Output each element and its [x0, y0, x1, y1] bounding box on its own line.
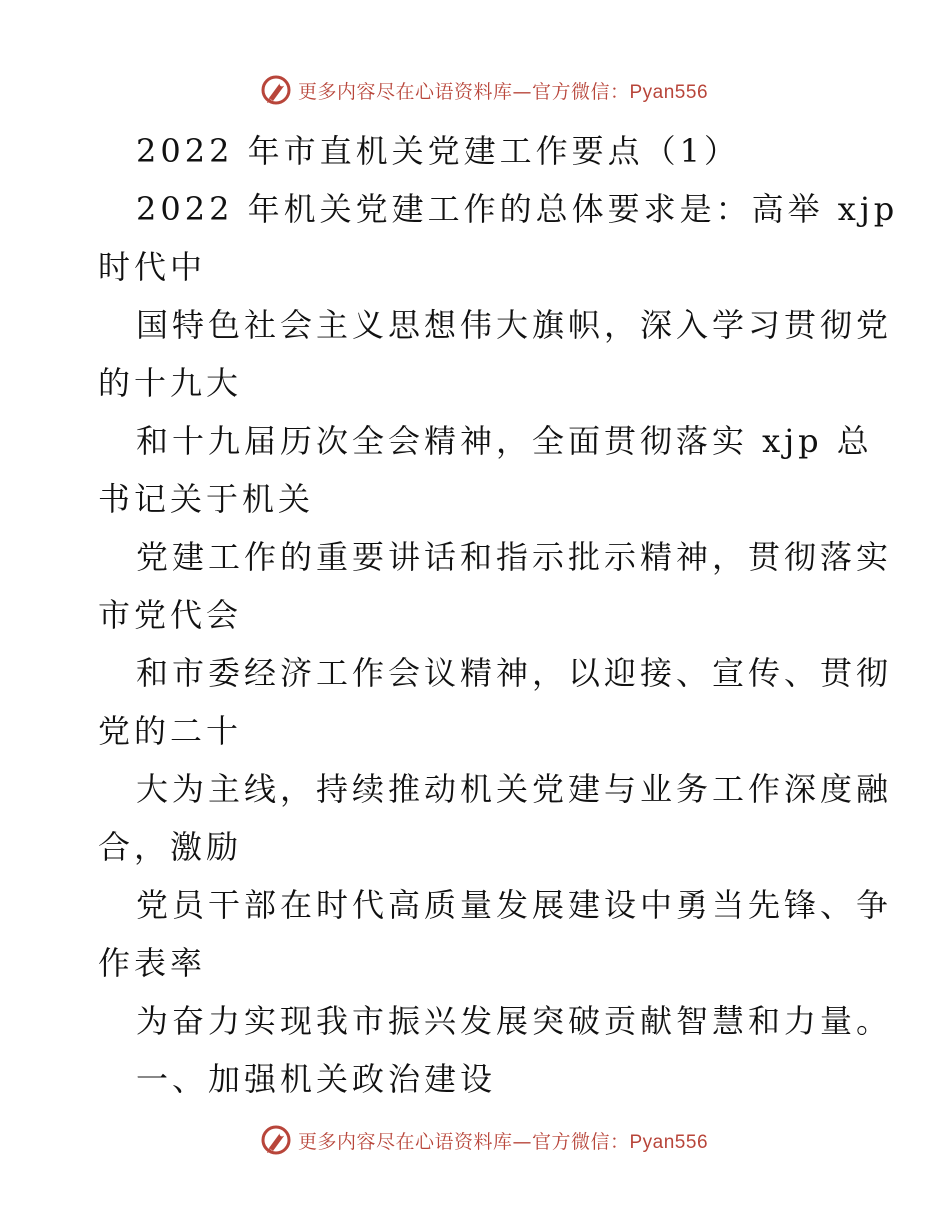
- header-watermark: [0, 72, 950, 108]
- header-watermark-account: Pyan556: [629, 81, 709, 103]
- paragraph-line: 合，激励: [98, 828, 243, 866]
- paragraph-line: 作表率: [98, 944, 207, 982]
- paragraph-line: 市党代会: [98, 596, 243, 634]
- paragraph-line: 时代中: [98, 248, 207, 286]
- paragraph-line: 大为主线，持续推动机关党建与业务工作深度融: [136, 770, 893, 808]
- paragraph-line: 国特色社会主义思想伟大旗帜，深入学习贯彻党: [136, 306, 893, 344]
- paragraph-line: 党的二十: [98, 712, 243, 750]
- document-title: 2022 年市直机关党建工作要点（1）: [136, 132, 740, 170]
- footer-watermark: [0, 1122, 950, 1158]
- document-body: [98, 122, 899, 1108]
- pen-logo-icon: [260, 74, 292, 106]
- header-watermark-text: [298, 77, 708, 104]
- header-watermark-label: 更多内容尽在心语资料库—官方微信：: [297, 80, 630, 103]
- paragraph-line: 和十九届历次全会精神，全面贯彻落实 xjp 总: [136, 422, 873, 460]
- footer-watermark-inner: [260, 1124, 708, 1156]
- paragraph-line: 2022 年机关党建工作的总体要求是：高举 xjp: [136, 190, 899, 228]
- footer-watermark-text: [298, 1127, 708, 1154]
- paragraph-line: 党建工作的重要讲话和指示批示精神，贯彻落实: [136, 538, 893, 576]
- footer-watermark-label: 更多内容尽在心语资料库—官方微信：: [297, 1130, 630, 1153]
- pen-logo-icon: [260, 1124, 292, 1156]
- paragraph-line: 书记关于机关: [98, 480, 315, 518]
- header-watermark-inner: [260, 74, 708, 106]
- footer-watermark-account: Pyan556: [629, 1131, 709, 1153]
- paragraph-line: 的十九大: [98, 364, 243, 402]
- section-heading: 一、加强机关政治建设: [136, 1060, 497, 1098]
- paragraph-line: 为奋力实现我市振兴发展突破贡献智慧和力量。: [136, 1002, 893, 1040]
- paragraph-line: 和市委经济工作会议精神，以迎接、宣传、贯彻: [136, 654, 893, 692]
- paragraph-line: 党员干部在时代高质量发展建设中勇当先锋、争: [136, 886, 893, 924]
